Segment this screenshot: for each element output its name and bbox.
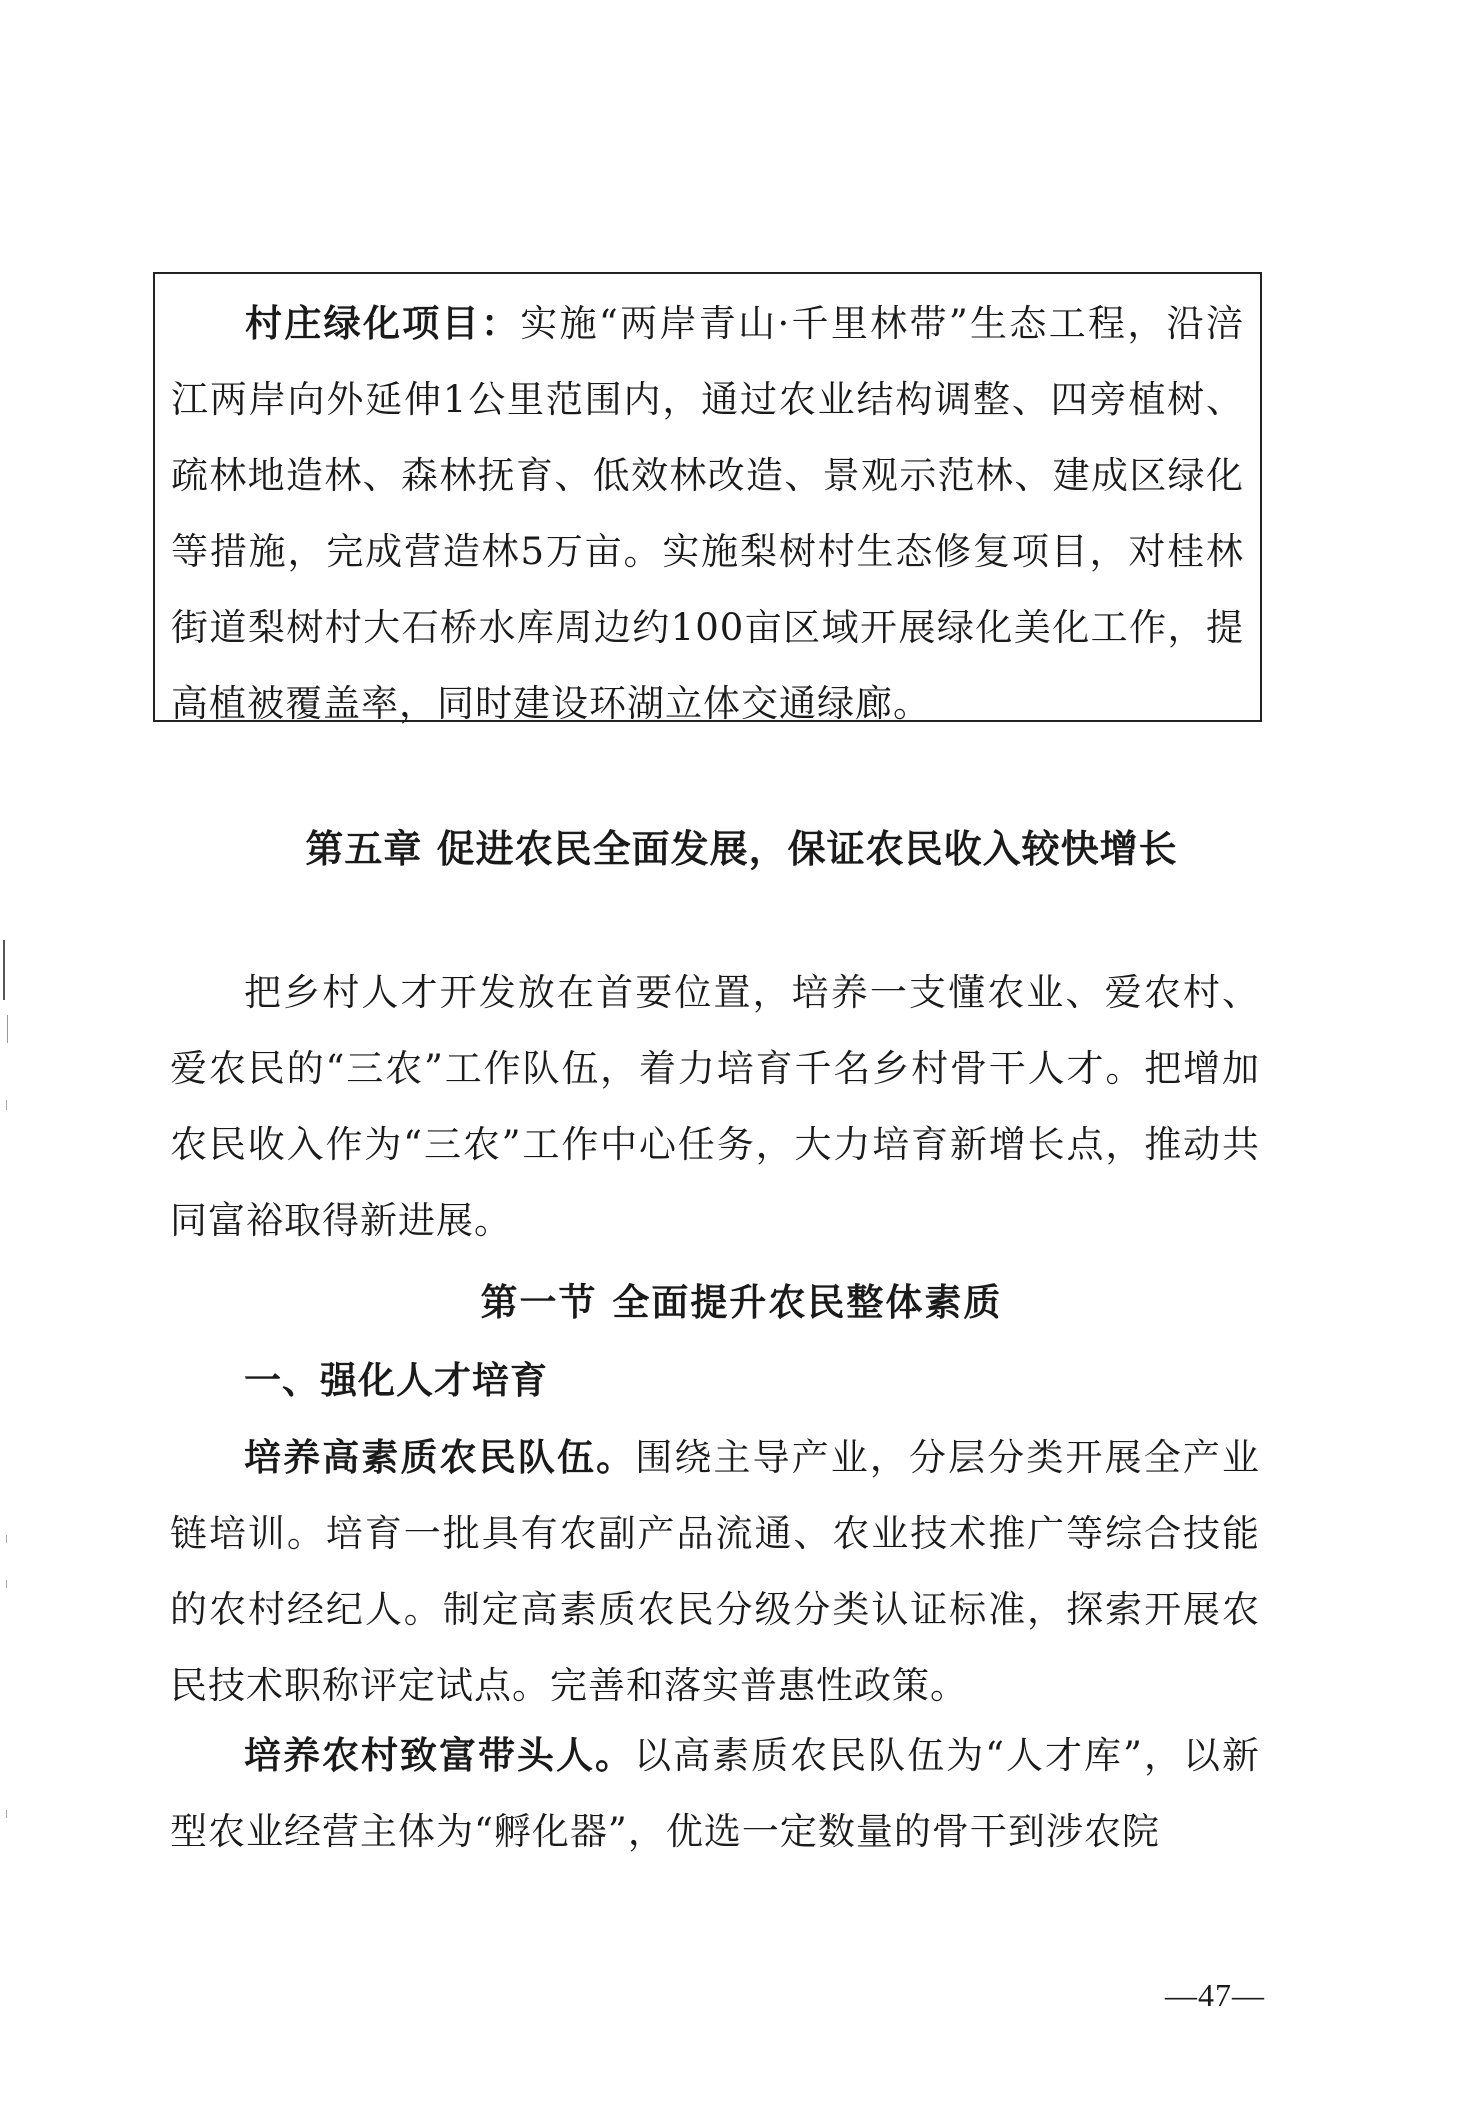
subsection-title: 一、强化人才培育 — [244, 1359, 548, 1402]
paragraph-1-lead: 培养高素质农民队伍。 — [244, 1436, 636, 1479]
scan-mark — [6, 1100, 7, 1110]
paragraph-2-block — [170, 1718, 1260, 1870]
scan-mark — [6, 1810, 7, 1818]
boxed-paragraph — [171, 286, 1244, 742]
paragraph-1 — [170, 1420, 1260, 1724]
scan-mark — [3, 940, 5, 1000]
intro-paragraph: 把乡村人才开发放在首要位置，培养一支懂农业、爱农村、爱农民的“三农”工作队伍，着力培育千名乡村骨干人才。把增加农民收入作为“三农”工作中心任务，大力培育新增长点，推动共同富裕取得新进展。 — [170, 971, 1260, 1242]
paragraph-2 — [170, 1718, 1260, 1870]
boxed-note — [153, 272, 1262, 725]
section-title: 第一节 全面提升农民整体素质 — [480, 1281, 1003, 1324]
page-number: —47— — [1165, 1977, 1265, 2013]
paragraph-1-block — [170, 1420, 1260, 1724]
paragraph-2-lead: 培养农村致富带头人。 — [244, 1734, 635, 1777]
chapter-title: 第五章 促进农民全面发展，保证农民收入较快增长 — [305, 827, 1178, 871]
scan-mark — [6, 1580, 7, 1588]
paragraph-2-text: 以高素质农民队伍为“人才库”，以新型农业经营主体为“孵化器”，优选一定数量的骨干到涉农院 — [170, 1734, 1260, 1853]
scan-mark — [7, 1015, 8, 1043]
boxed-lead: 村庄绿化项目： — [245, 302, 521, 345]
boxed-text: 实施“两岸青山·千里林带”生态工程，沿涪江两岸向外延伸1公里范围内，通过农业结构调整、四旁植树、疏林地造林、森林抚育、低效林改造、景观示范林、建成区绿化等措施，完成营造林5万亩。实施梨树村生态修复项目，对桂林街道梨树村大石桥水库周边约100亩区域开展绿化美化工作，提高植被覆盖率，同时建设环湖立体交通绿廊。 — [171, 302, 1244, 725]
scan-mark — [6, 1535, 7, 1543]
intro-block — [170, 955, 1260, 1259]
paragraph-1-text: 围绕主导产业，分层分类开展全产业链培训。培育一批具有农副产品流通、农业技术推广等综合技能的农村经纪人。制定高素质农民分级分类认证标准，探索开展农民技术职称评定试点。完善和落实普惠性政策。 — [170, 1436, 1261, 1707]
